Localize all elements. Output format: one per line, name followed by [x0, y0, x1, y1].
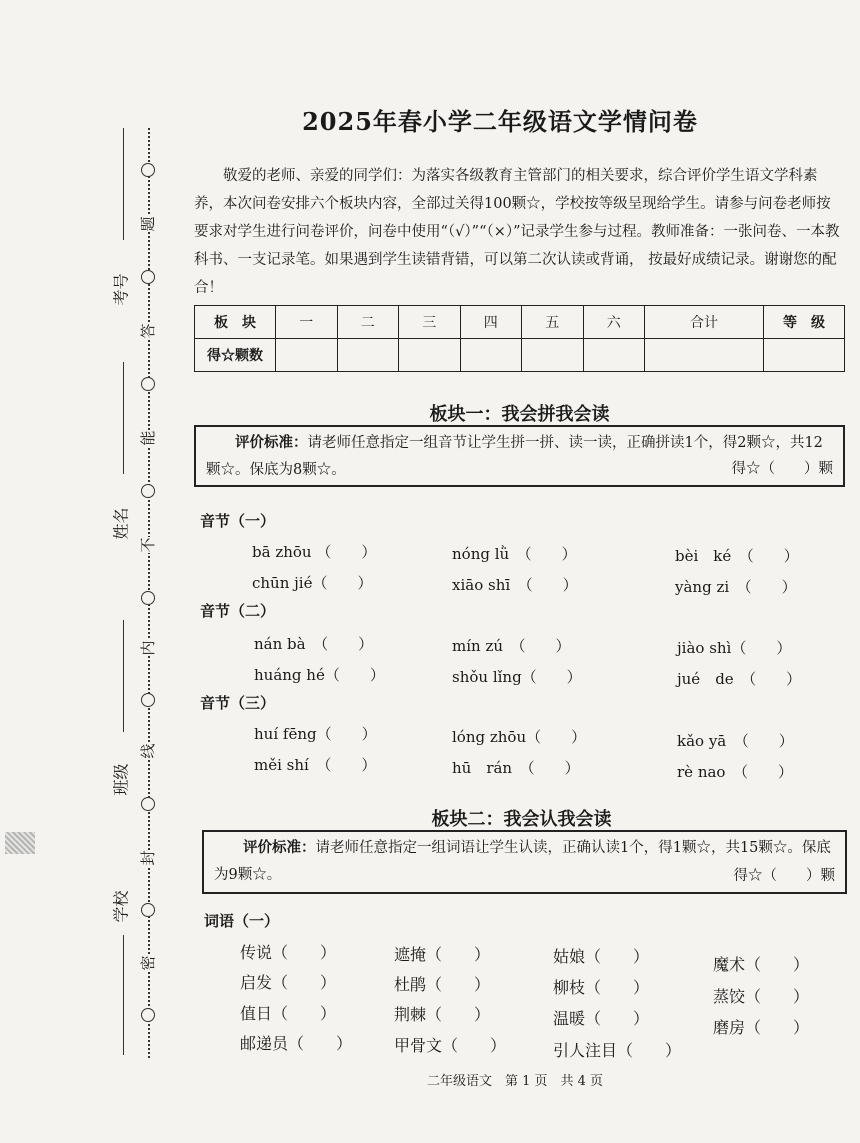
- syllable-item[interactable]: bā zhōu （ ）: [252, 543, 377, 561]
- word-item[interactable]: 引人注目（ ）: [553, 1041, 682, 1060]
- section1-title: 板块一：我会拼我会读: [429, 404, 610, 425]
- syllable-item[interactable]: bèi ké （ ）: [675, 547, 799, 565]
- page-footer: 二年级语文 第 1 页 共 4 页: [426, 1074, 604, 1089]
- binding-circle: [141, 270, 155, 284]
- criteria-text: 请老师任意指定一组音节让学生拼一拼、读一读，正确拼读1个，得2颗☆，共12颗☆。保底为8颗☆。: [206, 435, 823, 478]
- binding-char: 封: [139, 850, 157, 866]
- class-blank[interactable]: [123, 620, 124, 732]
- exam-no-blank[interactable]: [123, 128, 124, 240]
- word-item[interactable]: 柳枝（ ）: [553, 978, 650, 997]
- word-item[interactable]: 传说（ ）: [240, 943, 337, 962]
- score-table-header: 二: [337, 306, 399, 339]
- binding-char: 答: [139, 323, 157, 339]
- score-table-header: 五: [522, 306, 584, 339]
- section2-title: 板块二：我会认我会读: [431, 809, 612, 830]
- syllable-item[interactable]: yàng zi （ ）: [675, 578, 797, 596]
- score-table-header: 六: [583, 306, 645, 339]
- score-table-header: 四: [460, 306, 522, 339]
- binding-char: 内: [139, 640, 157, 656]
- binding-char: 密: [139, 955, 157, 971]
- syllable-item[interactable]: nán bà （ ）: [254, 635, 374, 653]
- word-item[interactable]: 甲骨文（ ）: [394, 1036, 507, 1055]
- syllable-item[interactable]: rè nao （ ）: [677, 763, 793, 781]
- section1-score[interactable]: 得☆（ ）颗: [731, 461, 833, 477]
- exam-no-label: 考号: [111, 273, 131, 306]
- word-item[interactable]: 启发（ ）: [240, 973, 337, 992]
- word-item[interactable]: 姑娘（ ）: [553, 947, 650, 966]
- syllable-item[interactable]: chūn jié（ ）: [252, 574, 373, 592]
- syllable-item[interactable]: kǎo yā （ ）: [677, 732, 794, 750]
- name-label: 姓名: [111, 507, 131, 540]
- binding-circle: [141, 903, 155, 917]
- score-row-label: 得☆颗数: [195, 339, 276, 372]
- binding-char: 题: [139, 216, 157, 232]
- criteria-text: 请老师任意指定一组词语让学生认读，正确认读1个，得1颗☆，共15颗☆。保底为9颗☆。: [214, 840, 831, 883]
- score-table-header: 三: [399, 306, 461, 339]
- score-table-header: 等 级: [764, 306, 845, 339]
- intro-paragraph: 敬爱的老师、亲爱的同学们：为落实各级教育主管部门的相关要求，综合评价学生语文学科素养，本次问卷安排六个板块内容，全部过关得100颗☆，学校按等级呈现给学生。请参与问卷老师按要求对学生进行问卷评价，问卷中使用“（√）”“（×）”记录学生参与过程。教师准备：一张问卷、一本教科书、一支记录笔。如果遇到学生读错背错，可以第二次认读或背诵， 按最好成绩记录。谢谢您的配合！: [194, 168, 840, 296]
- syllable-item[interactable]: huáng hé（ ）: [254, 666, 385, 684]
- syllable-item[interactable]: měi shí （ ）: [254, 756, 377, 774]
- syllable-item[interactable]: shǒu lǐng（ ）: [452, 668, 582, 686]
- name-blank[interactable]: [123, 362, 124, 474]
- section2-score[interactable]: 得☆（ ）颗: [733, 868, 835, 884]
- class-label: 班级: [111, 763, 131, 796]
- syllable-item[interactable]: xiāo shī （ ）: [452, 576, 578, 594]
- section1-criteria-box: [194, 425, 845, 487]
- binding-circle: [141, 1008, 155, 1022]
- syllable-group-label: 音节（二）: [200, 602, 276, 620]
- score-table: [194, 305, 845, 372]
- binding-circle: [141, 591, 155, 605]
- word-item[interactable]: 魔术（ ）: [713, 955, 810, 974]
- score-table-header: 合计: [645, 306, 764, 339]
- word-item[interactable]: 值日（ ）: [240, 1004, 337, 1023]
- score-cell[interactable]: [276, 339, 338, 372]
- school-label: 学校: [111, 890, 131, 923]
- binding-circle: [141, 377, 155, 391]
- syllable-group-label: 音节（一）: [200, 512, 276, 530]
- score-cell[interactable]: [764, 339, 845, 372]
- page-title: 2025年春小学二年级语文学情问卷: [302, 107, 698, 136]
- binding-char: 能: [139, 430, 157, 446]
- binding-circle: [141, 693, 155, 707]
- syllable-item[interactable]: mín zú （ ）: [452, 637, 571, 655]
- word-item[interactable]: 蒸饺（ ）: [713, 987, 810, 1006]
- word-item[interactable]: 温暖（ ）: [553, 1009, 650, 1028]
- syllable-item[interactable]: hū rán （ ）: [452, 759, 580, 777]
- word-item[interactable]: 荆棘（ ）: [394, 1005, 491, 1024]
- score-table-header: 一: [276, 306, 338, 339]
- syllable-item[interactable]: lóng zhōu（ ）: [452, 728, 587, 746]
- word-group-label: 词语（一）: [204, 912, 280, 930]
- score-table-header-row: [195, 306, 845, 339]
- score-cell[interactable]: [460, 339, 522, 372]
- binding-char: 不: [139, 537, 157, 553]
- syllable-item[interactable]: jué de （ ）: [677, 670, 802, 688]
- score-cell[interactable]: [583, 339, 645, 372]
- binding-circle: [141, 797, 155, 811]
- score-cell[interactable]: [399, 339, 461, 372]
- syllable-group-label: 音节（三）: [200, 694, 276, 712]
- syllable-item[interactable]: jiào shì（ ）: [677, 639, 792, 657]
- score-cell[interactable]: [337, 339, 399, 372]
- syllable-item[interactable]: huí fēng（ ）: [254, 725, 377, 743]
- word-item[interactable]: 杜鹃（ ）: [394, 975, 491, 994]
- word-item[interactable]: 邮递员（ ）: [240, 1034, 353, 1053]
- score-table-score-row: [195, 339, 845, 372]
- criteria-label: 评价标准：: [235, 434, 308, 451]
- binding-circle: [141, 484, 155, 498]
- binding-char: 线: [139, 743, 157, 759]
- syllable-item[interactable]: nóng lǜ （ ）: [452, 545, 577, 563]
- criteria-label: 评价标准：: [243, 839, 316, 856]
- score-cell[interactable]: [522, 339, 584, 372]
- school-blank[interactable]: [123, 935, 124, 1055]
- section2-criteria-box: [202, 830, 847, 894]
- word-item[interactable]: 磨房（ ）: [713, 1018, 810, 1037]
- binding-circle: [141, 163, 155, 177]
- scan-smudge: [5, 832, 35, 854]
- score-table-header: 板 块: [195, 306, 276, 339]
- score-cell[interactable]: [645, 339, 764, 372]
- word-item[interactable]: 遮掩（ ）: [394, 945, 491, 964]
